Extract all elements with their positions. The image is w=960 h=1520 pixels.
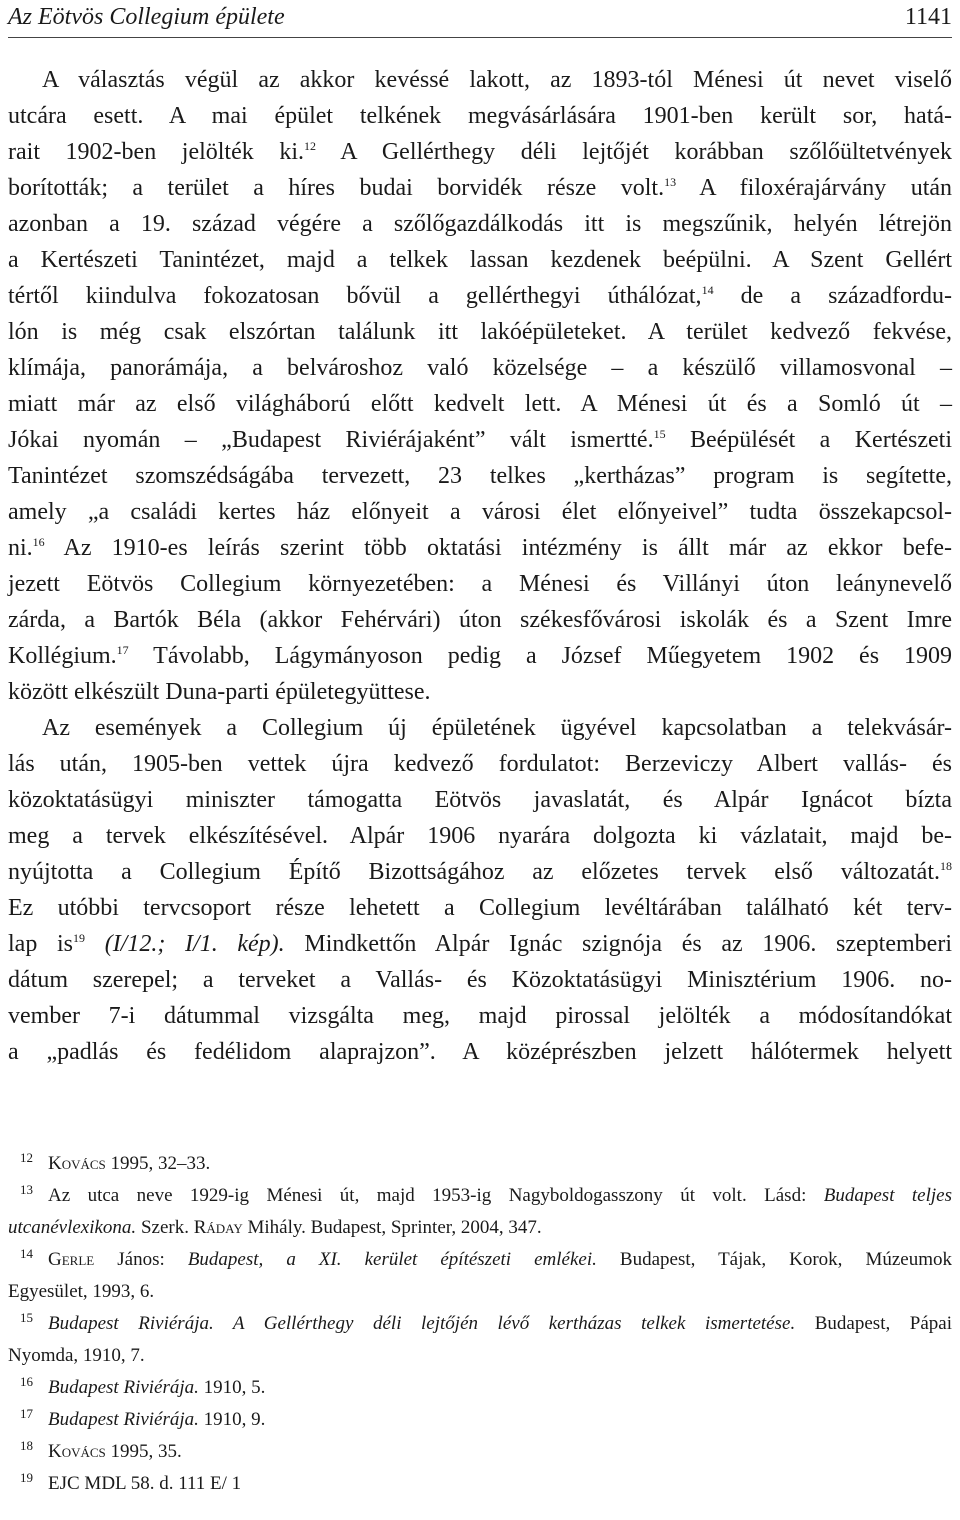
footnote-cont <box>8 1276 952 1308</box>
title-italic: Budapest teljes <box>823 1185 952 1206</box>
body-line <box>8 674 952 710</box>
body-line <box>8 818 952 854</box>
body-text <box>8 62 952 1070</box>
body-line <box>8 890 952 926</box>
body-line <box>8 422 952 458</box>
body-line <box>8 854 952 890</box>
text: ni. <box>8 535 33 561</box>
footnotes <box>8 1148 952 1500</box>
text: Kollégium. <box>8 643 117 669</box>
body-line <box>8 278 952 314</box>
text: zárda, a Bartók Béla (akkor Fehérvári) úton székesfővárosi iskolák és a Szent Imre <box>8 607 952 633</box>
footnote-cont <box>8 1340 952 1372</box>
text: Mihály. Budapest, Sprinter, 2004, 347. <box>242 1217 542 1238</box>
footnote-ref[interactable]: 14 <box>701 283 714 297</box>
text: A választás végül az akkor kevéssé lakott, az 1893-tól Ménesi út nevet viselő <box>42 67 952 93</box>
text: 1910, 9. <box>198 1409 266 1430</box>
author-name: Gerle <box>48 1249 95 1270</box>
running-header <box>8 0 952 38</box>
text: közoktatásügyi miniszter támogatta Eötvös javaslatát, és Alpár Ignácot bízta <box>8 787 952 813</box>
body-line <box>8 602 952 638</box>
text: azonban a 19. század végére a szőlőgazdálkodás itt is megszűnik, helyén létrejön <box>8 211 952 237</box>
footnote: 17 Budapest Riviérája. 1910, 9. <box>20 1405 266 1430</box>
text: nyújtotta a Collegium Építő Bizottságához az előzetes tervek első változatát. <box>8 859 940 885</box>
text: között elkészült Duna-parti épületegyüttese. <box>8 679 431 705</box>
text: A filoxérajárvány után <box>676 175 953 201</box>
text: rait 1902-ben jelölték ki. <box>8 139 304 165</box>
body-line <box>8 782 952 818</box>
footnote: 13 Az utca neve 1929-ig Ménesi út, majd 1953-ig Nagyboldogasszony út volt. Lásd: Budapest teljes <box>20 1181 952 1206</box>
footnote-ref[interactable]: 17 <box>116 643 129 657</box>
author-name: Kovács <box>48 1153 106 1174</box>
footnote: 16 Budapest Riviérája. 1910, 5. <box>20 1373 266 1398</box>
book-page <box>8 0 953 1494</box>
text: Jókai nyomán – „Budapest Riviérájaként” vált ismertté. <box>8 427 654 453</box>
body-line <box>8 206 952 242</box>
footnote-ref[interactable]: 12 <box>304 139 316 153</box>
footnote: 12 Kovács 1995, 32–33. <box>20 1149 211 1174</box>
body-line <box>8 62 952 98</box>
text: 1995, 35. <box>105 1441 182 1462</box>
text: Mindkettőn Alpár Ignác szignója és az 1906. szeptemberi <box>284 931 952 957</box>
footnote: 14 Gerle János: Budapest, a XI. kerület építészeti emlékei. Budapest, Tájak, Korok, Múzeumok <box>20 1245 952 1270</box>
body-line <box>8 98 952 134</box>
text: utcára esett. A mai épület telkének megvásárlására 1901-ben került sor, hatá- <box>8 103 952 129</box>
text: Tanintézet szomszédságába tervezett, 23 telkes „kertházas” program is segítette, <box>8 463 952 489</box>
text: de a századfordu- <box>713 283 952 309</box>
text: 1995, 32–33. <box>105 1153 211 1174</box>
text: Budapest, Pápai <box>795 1313 952 1334</box>
body-line <box>8 134 952 170</box>
title-italic: Budapest Riviérája. <box>48 1377 199 1398</box>
text: Az 1910-es leírás szerint több oktatási intézmény is állt már az ekkor befe- <box>44 535 952 561</box>
title-italic: Budapest Riviérája. A Gellérthegy déli lejtőjén lévő kertházas telkek ismertetése. <box>48 1313 796 1334</box>
title-italic: Budapest, a XI. kerület építészeti emlékei. <box>187 1249 597 1270</box>
text: a „padlás és fedélidom alaprajzon”. A középrészben jelzett hálótermek helyett <box>8 1039 952 1065</box>
text: miatt már az első világháború előtt kedvelt lett. A Ménesi út és a Somló út – <box>8 391 952 417</box>
text: János: <box>94 1249 188 1270</box>
text: Beépülését a Kertészeti <box>665 427 952 453</box>
text: A Gellérthegy déli lejtőjét korábban szőlőültetvények <box>316 139 952 165</box>
text: Egyesület, 1993, 6. <box>8 1281 155 1302</box>
text: Az események a Collegium új épületének ügyével kapcsolatban a telekvásár- <box>42 715 952 741</box>
body-line <box>8 530 952 566</box>
text: jezett Eötvös Collegium környezetében: a Ménesi és Villányi úton leánynevelő <box>8 571 952 597</box>
figure-ref: (I/12.; I/1. kép). <box>85 931 285 957</box>
footnote: 18 Kovács 1995, 35. <box>20 1437 182 1462</box>
text: Az utca neve 1929-ig Ménesi út, majd 1953-ig Nagyboldogasszony út volt. Lásd: <box>48 1185 824 1206</box>
body-line <box>8 998 952 1034</box>
text: dátum szerepel; a terveket a Vallás- és Közoktatásügyi Minisztérium 1906. no- <box>8 967 952 993</box>
body-line <box>8 458 952 494</box>
body-line <box>8 242 952 278</box>
text: meg a tervek elkészítésével. Alpár 1906 nyarára dolgozta ki vázlatait, majd be- <box>8 823 952 849</box>
body-line <box>8 710 952 746</box>
text: lás után, 1905-ben vettek újra kedvező fordulatot: Berzeviczy Albert vallás- és <box>8 751 952 777</box>
body-line <box>8 566 952 602</box>
body-line <box>8 494 952 530</box>
footnote-ref[interactable]: 13 <box>664 175 677 189</box>
text: Távolabb, Lágymányoson pedig a József Műegyetem 1902 és 1909 <box>128 643 952 669</box>
body-line <box>8 314 952 350</box>
text: Szerk. <box>136 1217 194 1238</box>
text: klímája, panorámája, a belvároshoz való közelsége – a készülő villamosvonal – <box>8 355 952 381</box>
body-line <box>8 1034 952 1070</box>
body-line <box>8 746 952 782</box>
footnote: 19 EJC MDL 58. d. 111 E/ 1 <box>20 1469 242 1494</box>
footnote-ref[interactable]: 16 <box>32 535 45 549</box>
footnote-cont <box>8 1212 952 1244</box>
body-line <box>8 638 952 674</box>
footnote-ref[interactable]: 18 <box>940 859 952 873</box>
author-name: Ráday <box>193 1217 243 1238</box>
body-line <box>8 962 952 998</box>
footnote-ref[interactable]: 15 <box>653 427 666 441</box>
body-line <box>8 926 952 962</box>
text: borították; a terület a híres budai borvidék része volt. <box>8 175 665 201</box>
title-italic: Budapest Riviérája. <box>48 1409 199 1430</box>
running-title: Az Eötvös Collegium épülete <box>8 4 285 30</box>
author-name: Kovács <box>48 1441 106 1462</box>
text: lap is <box>8 931 74 957</box>
text: 1910, 5. <box>198 1377 266 1398</box>
text: tértől kiindulva fokozatosan bővül a gellérthegyi úthálózat, <box>8 283 702 309</box>
page-number: 1141 <box>904 4 952 30</box>
text: Ez utóbbi tervcsoport része lehetett a Collegium levéltárában található két terv- <box>8 895 952 921</box>
text: Nyomda, 1910, 7. <box>8 1345 145 1366</box>
text: Budapest, Tájak, Korok, Múzeumok <box>596 1249 952 1270</box>
body-line <box>8 386 952 422</box>
text: amely „a családi kertes ház előnyeit a városi élet előnyeivel” tudta összekapcsol- <box>8 499 952 525</box>
footnote: 15 Budapest Riviérája. A Gellérthegy déli lejtőjén lévő kertházas telkek ismertetése. Budapest, Pápai <box>20 1309 952 1334</box>
body-line <box>8 170 952 206</box>
text: vember 7-i dátummal vizsgálta meg, majd pirossal jelölték a módosítandókat <box>8 1003 952 1029</box>
body-line <box>8 350 952 386</box>
text: a Kertészeti Tanintézet, majd a telkek lassan kezdenek beépülni. A Szent Gellért <box>8 247 952 273</box>
text: lón is még csak elszórtan találunk itt lakóépületeket. A terület kedvező fekvése, <box>8 319 952 345</box>
title-italic: utcanévlexikona. <box>8 1217 137 1238</box>
text: EJC MDL 58. d. 111 E/ 1 <box>48 1473 242 1494</box>
footnote-ref[interactable]: 19 <box>73 931 86 945</box>
